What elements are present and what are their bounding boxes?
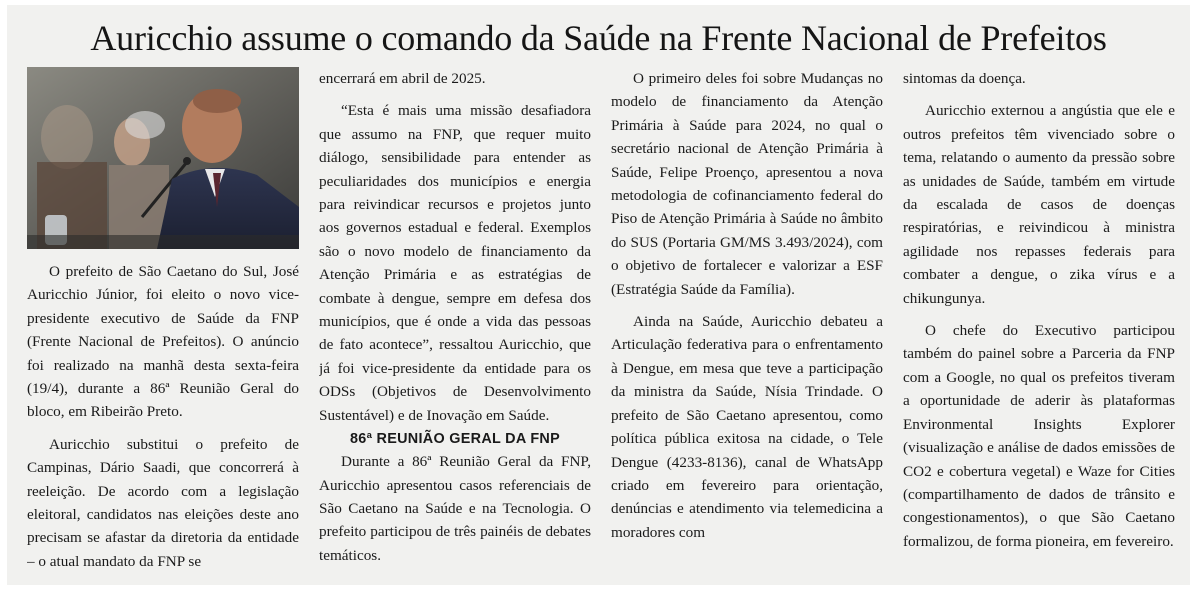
column-3: [611, 67, 883, 583]
paragraph: Durante a 86ª Reunião Geral da FNP, Auricchio apresentou casos referenciais de São Caetano na Saúde e na Tecnologia. O prefeito participou de três painéis de debates temáticos.: [319, 453, 591, 564]
press-photo-icon: [27, 67, 299, 249]
paragraph: O prefeito de São Caetano do Sul, José Auricchio Júnior, foi eleito o novo vice-presidente executivo de Saúde da FNP (Frente Nacional de Prefeitos). O anúncio foi realizado na manhã desta sexta-feira (19/4), durante a 86ª Reunião Geral do bloco, em Ribeirão Preto.: [27, 263, 299, 421]
article-headline: Auricchio assume o comando da Saúde na Frente Nacional de Prefeitos: [90, 18, 1107, 58]
section-subheading: 86ª REUNIÃO GERAL DA FNP: [349, 431, 561, 448]
paragraph: encerrará em abril de 2025.: [319, 70, 486, 87]
press-photo: [27, 67, 299, 249]
paragraph: O chefe do Executivo participou também do painel sobre a Parceria da FNP com a Google, no qual os prefeitos tiveram a oportunidade de aderir às plataformas Environmental Insights Explorer (visualização e análise de dados emissões de CO2 e cobertura vegetal) e Waze for Cities (compartilhamento de dados de trânsito e congestionamentos), o que São Caetano formalizou, de forma pioneira, em fevereiro.: [903, 322, 1175, 550]
paragraph: O primeiro deles foi sobre Mudanças no modelo de financiamento da Atenção Primária à Saúde para 2024, no qual o secretário nacional de Atenção Primária à Saúde, Felipe Proenço, apresentou a nova metodologia de cofinanciamento federal do Piso de Atenção Primária à Saúde no âmbito do SUS (Portaria GM/MS 3.493/2024), com o objetivo de fortalecer e valorizar a ESF (Estratégia Saúde da Família).: [611, 70, 883, 298]
paragraph: Auricchio substitui o prefeito de Campinas, Dário Saadi, que concorrerá à reeleição. De acordo com a legislação eleitoral, candidatos nas eleições deste ano precisam se afastar da diretoria da entidade – o atual mandato da FNP se: [27, 435, 299, 570]
paragraph: “Esta é mais uma missão desafiadora que assumo na FNP, que requer muito diálogo, sensibilidade para entender as peculiaridades dos municípios e energia para reivindicar recursos e projetos junto aos governos estadual e federal. Exemplos são o novo modelo de financiamento da Atenção Primária e as estratégias de combate à dengue, sempre em defesa dos municípios, que é onde a vida das pessoas de fato acontece”, ressaltou Auricchio, que já foi vice-presidente da entidade para os ODSs (Objetivos de Desenvolvimento Sustentável) e de Inovação em Saúde.: [319, 102, 591, 424]
column-2: [319, 67, 591, 583]
paragraph: Ainda na Saúde, Auricchio debateu a Articulação federativa para o enfrentamento à Dengue, em mesa que teve a participação da ministra da Saúde, Nísia Trindade. O prefeito de São Caetano apresentou, como política pública exitosa na cidade, o Tele Dengue (4233-8136), canal de WhatsApp criado em fevereiro para orientação, denúncias e atendimento via telemedicina a moradores com: [611, 313, 883, 541]
newspaper-page: [7, 5, 1190, 585]
article-body: [27, 67, 1175, 583]
paragraph: sintomas da doença.: [903, 70, 1026, 87]
paragraph: Auricchio externou a angústia que ele e outros prefeitos têm vivenciado sobre o tema, relatando o aumento da pressão sobre as unidades de Saúde, também em virtude da escalada de casos de doenças respiratórias, e reivindicou à ministra agilidade nos repasses federais para combater a dengue, o zika vírus e a chikungunya.: [903, 102, 1175, 307]
column-4: [903, 67, 1175, 583]
column-1: [27, 67, 299, 583]
